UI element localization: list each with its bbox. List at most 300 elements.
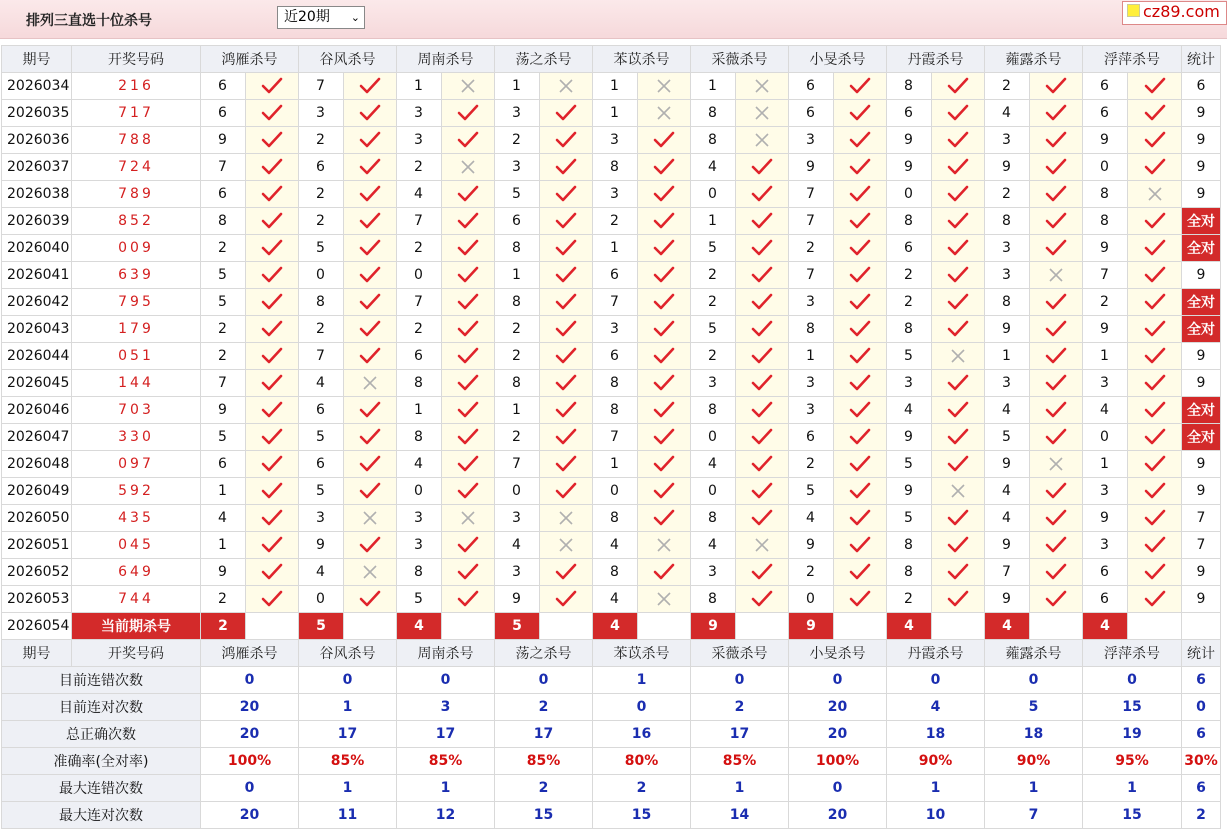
stats-value: 0: [691, 667, 789, 694]
cross-icon: [540, 537, 592, 553]
kill-pick: 0: [299, 262, 344, 289]
stats-label: 准确率(全对率): [2, 748, 201, 775]
check-icon: [246, 482, 298, 500]
kill-pick: 3: [1083, 478, 1128, 505]
kill-pick: 5: [789, 478, 834, 505]
kill-pick: 9: [201, 559, 246, 586]
check-cell: [344, 154, 397, 181]
kill-pick: 2: [887, 289, 932, 316]
check-icon: [736, 320, 788, 338]
cross-cell: [736, 100, 789, 127]
stats-value: 7: [985, 802, 1083, 829]
kill-pick: 6: [1083, 100, 1128, 127]
check-cell: [344, 181, 397, 208]
check-icon: [344, 131, 396, 149]
kill-pick: 0: [397, 478, 442, 505]
check-icon: [1128, 482, 1181, 500]
check-cell: [540, 559, 593, 586]
cross-icon: [442, 159, 494, 175]
kill-pick: 1: [201, 532, 246, 559]
stats-row: [2, 694, 1221, 721]
kill-pick: 0: [1083, 424, 1128, 451]
check-cell: [1030, 532, 1083, 559]
kill-pick: 2: [397, 235, 442, 262]
stats-label: 最大连错次数: [2, 775, 201, 802]
check-icon: [246, 455, 298, 473]
stats-value: 85%: [299, 748, 397, 775]
stats-row: [2, 802, 1221, 829]
stats-value: 17: [299, 721, 397, 748]
stats-value: 100%: [201, 748, 299, 775]
check-cell: [638, 424, 691, 451]
check-icon: [736, 212, 788, 230]
check-cell: [540, 424, 593, 451]
kill-pick: 2: [201, 316, 246, 343]
check-icon: [442, 212, 494, 230]
check-cell: [246, 451, 299, 478]
check-icon: [1030, 131, 1082, 149]
period-select-value: 近20期: [284, 9, 330, 25]
winning-number: 788: [72, 127, 201, 154]
check-cell: [1030, 343, 1083, 370]
check-cell: [1128, 586, 1182, 613]
check-icon: [540, 239, 592, 257]
kill-pick: 6: [789, 73, 834, 100]
check-cell: [638, 235, 691, 262]
check-cell: [932, 397, 985, 424]
check-icon: [344, 104, 396, 122]
cross-icon: [638, 105, 690, 121]
cross-cell: [442, 154, 495, 181]
check-cell: [932, 316, 985, 343]
check-cell: [932, 289, 985, 316]
kill-pick: 7: [593, 424, 638, 451]
kill-pick: 1: [201, 478, 246, 505]
kill-pick: 7: [593, 289, 638, 316]
kill-pick: 3: [789, 397, 834, 424]
check-icon: [1030, 104, 1082, 122]
check-cell: [834, 478, 887, 505]
check-icon: [834, 536, 886, 554]
stats-value: 85%: [691, 748, 789, 775]
check-icon: [1030, 401, 1082, 419]
check-icon: [1030, 428, 1082, 446]
check-cell: [540, 397, 593, 424]
kill-pick: 2: [299, 181, 344, 208]
kill-pick: 6: [789, 100, 834, 127]
kill-pick: 2: [789, 451, 834, 478]
kill-pick: 3: [789, 127, 834, 154]
check-icon: [246, 239, 298, 257]
kill-pick: 3: [299, 505, 344, 532]
check-cell: [638, 127, 691, 154]
check-cell: [834, 505, 887, 532]
check-cell: [736, 424, 789, 451]
check-cell: [246, 127, 299, 154]
check-cell: [932, 262, 985, 289]
check-icon: [344, 239, 396, 257]
check-icon: [344, 455, 396, 473]
check-cell: [1030, 208, 1083, 235]
header-expert-8: 丹霞杀号: [887, 640, 985, 667]
check-cell: [1030, 397, 1083, 424]
check-icon: [932, 563, 984, 581]
check-cell: [246, 154, 299, 181]
stats-value: 19: [1083, 721, 1182, 748]
cross-icon: [638, 537, 690, 553]
table-row: [2, 181, 1221, 208]
kill-pick: 8: [201, 208, 246, 235]
check-icon: [442, 482, 494, 500]
check-icon: [932, 212, 984, 230]
kill-pick: 1: [1083, 343, 1128, 370]
kill-pick: 5: [201, 262, 246, 289]
kill-pick: 3: [397, 505, 442, 532]
stats-value: 85%: [495, 748, 593, 775]
check-cell: [344, 262, 397, 289]
stats-value: 1: [1083, 775, 1182, 802]
check-icon: [540, 185, 592, 203]
check-icon: [932, 536, 984, 554]
current-kill-pick: 4: [985, 613, 1030, 640]
header-win-number: 开奖号码: [72, 640, 201, 667]
check-icon: [834, 185, 886, 203]
check-icon: [834, 374, 886, 392]
kill-pick: 0: [1083, 154, 1128, 181]
check-cell: [736, 559, 789, 586]
kill-pick: 8: [495, 235, 540, 262]
cross-icon: [1030, 456, 1082, 472]
row-stat: 全对: [1182, 424, 1221, 451]
check-cell: [834, 262, 887, 289]
row-stat: 9: [1182, 586, 1221, 613]
kill-pick: 8: [593, 370, 638, 397]
current-kill-pick: 4: [887, 613, 932, 640]
cross-cell: [638, 586, 691, 613]
winning-number: 592: [72, 478, 201, 505]
kill-pick: 4: [299, 370, 344, 397]
kill-pick: 4: [593, 586, 638, 613]
check-icon: [932, 455, 984, 473]
stats-total: 6: [1182, 667, 1221, 694]
header-issue: 期号: [2, 640, 72, 667]
check-icon: [540, 401, 592, 419]
check-cell: [1128, 451, 1182, 478]
check-icon: [246, 509, 298, 527]
winning-number: 639: [72, 262, 201, 289]
kill-pick: 0: [691, 424, 736, 451]
check-icon: [834, 266, 886, 284]
kill-pick: 8: [495, 289, 540, 316]
stats-total: 6: [1182, 721, 1221, 748]
check-cell: [932, 181, 985, 208]
check-cell: [736, 289, 789, 316]
kill-pick: 8: [887, 208, 932, 235]
cross-icon: [736, 537, 788, 553]
check-cell: [834, 343, 887, 370]
kill-pick: 6: [1083, 559, 1128, 586]
check-icon: [246, 320, 298, 338]
check-icon: [1128, 455, 1181, 473]
stats-value: 2: [691, 694, 789, 721]
check-icon: [736, 266, 788, 284]
top-bar: [0, 0, 1227, 39]
cross-icon: [736, 105, 788, 121]
check-icon: [834, 158, 886, 176]
check-cell: [1030, 316, 1083, 343]
check-icon: [736, 563, 788, 581]
cross-icon: [344, 375, 396, 391]
check-cell: [442, 397, 495, 424]
stats-value: 0: [201, 667, 299, 694]
kill-pick: 4: [691, 532, 736, 559]
check-cell: [834, 181, 887, 208]
check-icon: [246, 590, 298, 608]
kill-pick: 2: [299, 127, 344, 154]
winning-number: 795: [72, 289, 201, 316]
stats-value: 95%: [1083, 748, 1182, 775]
check-icon: [344, 347, 396, 365]
check-cell: [344, 532, 397, 559]
row-stat: 9: [1182, 478, 1221, 505]
check-icon: [246, 131, 298, 149]
kill-pick: 8: [691, 505, 736, 532]
kill-pick: 5: [397, 586, 442, 613]
check-icon: [1128, 374, 1181, 392]
check-cell: [638, 505, 691, 532]
kill-pick: 4: [985, 100, 1030, 127]
check-cell: [442, 235, 495, 262]
kill-pick: 2: [789, 559, 834, 586]
kill-pick: 6: [397, 343, 442, 370]
kill-pick: 3: [985, 262, 1030, 289]
stats-value: 4: [887, 694, 985, 721]
current-kill-spacer: [736, 613, 789, 640]
cross-cell: [932, 478, 985, 505]
kill-pick: 2: [397, 316, 442, 343]
check-cell: [834, 127, 887, 154]
kill-pick: 2: [201, 343, 246, 370]
header-expert-9: 蕹露杀号: [985, 640, 1083, 667]
current-kill-spacer: [638, 613, 691, 640]
header-expert-10: 浮萍杀号: [1083, 640, 1182, 667]
check-icon: [246, 374, 298, 392]
stats-value: 15: [1083, 802, 1182, 829]
cross-icon: [344, 510, 396, 526]
kill-pick: 5: [495, 181, 540, 208]
cross-icon: [736, 78, 788, 94]
check-icon: [834, 455, 886, 473]
current-kill-spacer: [442, 613, 495, 640]
table-row: [2, 154, 1221, 181]
check-cell: [246, 289, 299, 316]
check-icon: [834, 590, 886, 608]
check-icon: [736, 347, 788, 365]
check-cell: [834, 586, 887, 613]
check-icon: [442, 266, 494, 284]
period-select[interactable]: [277, 6, 365, 29]
check-icon: [932, 185, 984, 203]
kill-pick: 7: [495, 451, 540, 478]
check-cell: [540, 100, 593, 127]
kill-pick: 1: [593, 235, 638, 262]
check-cell: [442, 208, 495, 235]
kill-pick: 9: [887, 127, 932, 154]
kill-pick: 6: [593, 343, 638, 370]
kill-pick: 9: [201, 127, 246, 154]
kill-pick: 9: [495, 586, 540, 613]
table-row: [2, 127, 1221, 154]
row-stat: 9: [1182, 127, 1221, 154]
check-cell: [246, 424, 299, 451]
check-icon: [1128, 536, 1181, 554]
check-icon: [932, 590, 984, 608]
check-icon: [736, 482, 788, 500]
table-header-row: [2, 46, 1221, 73]
check-cell: [246, 397, 299, 424]
check-cell: [1030, 586, 1083, 613]
stats-row: [2, 748, 1221, 775]
check-cell: [638, 262, 691, 289]
stats-label: 目前连对次数: [2, 694, 201, 721]
check-icon: [932, 104, 984, 122]
header-expert-1: 鸿雁杀号: [201, 640, 299, 667]
check-cell: [1128, 370, 1182, 397]
check-icon: [540, 563, 592, 581]
check-cell: [638, 289, 691, 316]
kill-pick: 9: [789, 154, 834, 181]
check-icon: [1128, 131, 1181, 149]
row-stat: 全对: [1182, 289, 1221, 316]
kill-pick: 6: [201, 451, 246, 478]
site-logo[interactable]: [1122, 1, 1227, 25]
header-expert-4: 荡之杀号: [495, 46, 593, 73]
kill-pick: 3: [495, 559, 540, 586]
check-icon: [344, 428, 396, 446]
kill-pick: 9: [985, 154, 1030, 181]
stats-value: 16: [593, 721, 691, 748]
kill-pick: 5: [691, 235, 736, 262]
check-icon: [344, 158, 396, 176]
check-icon: [1030, 293, 1082, 311]
check-cell: [638, 559, 691, 586]
check-cell: [736, 397, 789, 424]
check-icon: [1128, 320, 1181, 338]
check-icon: [834, 239, 886, 257]
check-cell: [1128, 73, 1182, 100]
check-icon: [1128, 293, 1181, 311]
issue-number: 2026044: [2, 343, 72, 370]
cross-icon: [540, 78, 592, 94]
check-cell: [932, 127, 985, 154]
row-stat: 全对: [1182, 397, 1221, 424]
kill-pick: 2: [299, 316, 344, 343]
kill-pick: 3: [495, 100, 540, 127]
check-icon: [638, 428, 690, 446]
check-icon: [540, 212, 592, 230]
check-cell: [246, 181, 299, 208]
kill-pick: 5: [299, 424, 344, 451]
header-expert-10: 浮萍杀号: [1083, 46, 1182, 73]
stats-value: 80%: [593, 748, 691, 775]
kill-pick: 9: [1083, 316, 1128, 343]
cross-cell: [638, 532, 691, 559]
kill-pick: 6: [789, 424, 834, 451]
check-icon: [1128, 212, 1181, 230]
stats-value: 18: [887, 721, 985, 748]
check-icon: [1030, 482, 1082, 500]
check-icon: [638, 131, 690, 149]
kill-pick: 5: [299, 235, 344, 262]
check-icon: [834, 509, 886, 527]
chevron-down-icon: ⌄: [350, 11, 360, 24]
current-kill-spacer: [834, 613, 887, 640]
kill-pick: 1: [495, 73, 540, 100]
kill-pick: 2: [397, 154, 442, 181]
check-cell: [932, 586, 985, 613]
kill-pick: 9: [985, 316, 1030, 343]
issue-number: 2026041: [2, 262, 72, 289]
kill-pick: 8: [1083, 208, 1128, 235]
check-icon: [246, 266, 298, 284]
check-icon: [442, 185, 494, 203]
kill-pick: 4: [985, 397, 1030, 424]
check-cell: [1030, 154, 1083, 181]
cross-cell: [344, 370, 397, 397]
check-cell: [1030, 559, 1083, 586]
check-cell: [1128, 559, 1182, 586]
check-icon: [1128, 266, 1181, 284]
kill-pick: 7: [201, 154, 246, 181]
winning-number: 330: [72, 424, 201, 451]
current-kill-pick: 5: [299, 613, 344, 640]
stats-value: 90%: [887, 748, 985, 775]
check-cell: [736, 262, 789, 289]
check-icon: [638, 401, 690, 419]
kill-pick: 0: [789, 586, 834, 613]
kill-pick: 1: [691, 208, 736, 235]
check-icon: [834, 212, 886, 230]
issue-number: 2026046: [2, 397, 72, 424]
kill-pick: 9: [887, 424, 932, 451]
check-cell: [736, 586, 789, 613]
check-icon: [344, 536, 396, 554]
check-cell: [442, 559, 495, 586]
check-cell: [540, 127, 593, 154]
check-cell: [638, 208, 691, 235]
row-stat: 9: [1182, 370, 1221, 397]
check-icon: [834, 563, 886, 581]
current-stat-empty: [1182, 613, 1221, 640]
check-icon: [932, 428, 984, 446]
kill-pick: 3: [495, 154, 540, 181]
winning-number: 789: [72, 181, 201, 208]
check-cell: [638, 370, 691, 397]
kill-pick: 0: [887, 181, 932, 208]
kill-pick: 8: [397, 370, 442, 397]
check-icon: [1128, 590, 1181, 608]
kill-pick: 3: [691, 559, 736, 586]
row-stat: 6: [1182, 73, 1221, 100]
check-cell: [834, 532, 887, 559]
check-cell: [834, 451, 887, 478]
header-expert-2: 谷风杀号: [299, 46, 397, 73]
check-cell: [1128, 100, 1182, 127]
kill-pick: 3: [985, 235, 1030, 262]
table-row: [2, 370, 1221, 397]
kill-pick: 8: [593, 154, 638, 181]
kill-pick: 3: [691, 370, 736, 397]
